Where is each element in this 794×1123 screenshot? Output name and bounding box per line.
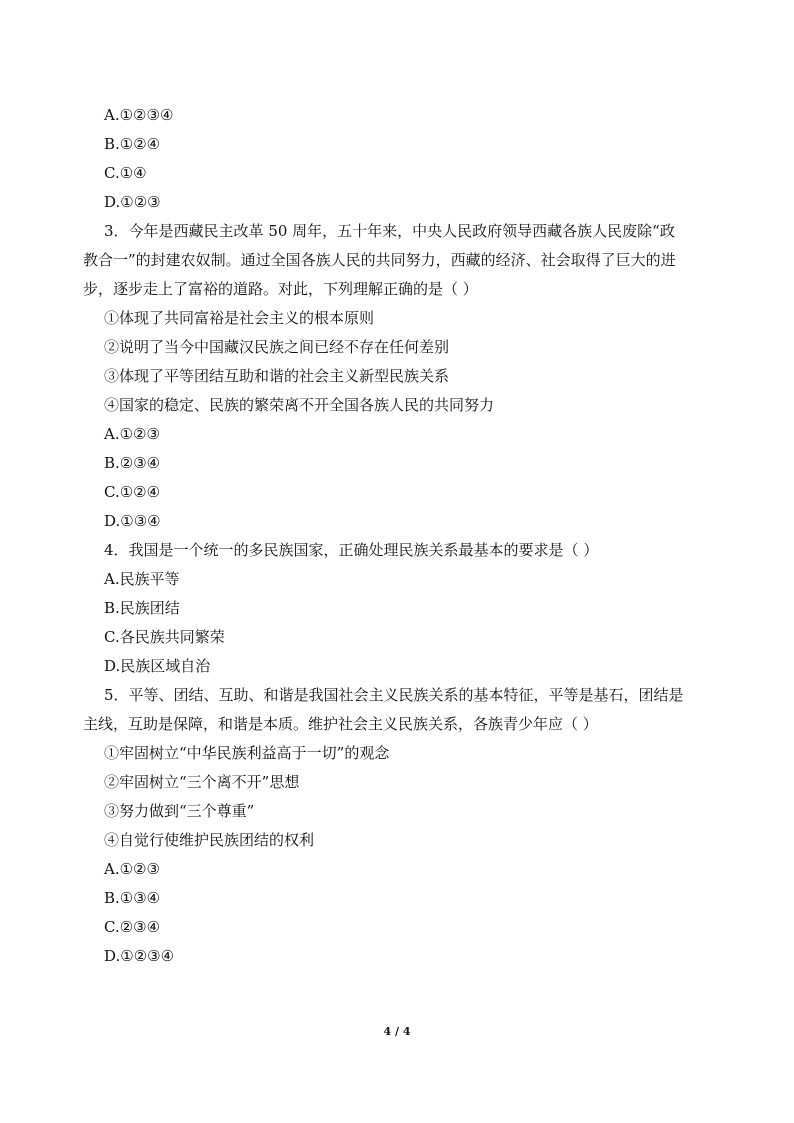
option-a: A.①②③ xyxy=(104,860,160,878)
question-3 xyxy=(83,217,724,536)
statement-3: ③体现了平等团结互助和谐的社会主义新型民族关系 xyxy=(104,367,450,385)
option-a: A.民族平等 xyxy=(104,570,180,588)
page-number: 4 / 4 xyxy=(383,1025,411,1038)
question-4 xyxy=(104,536,724,681)
question-3-stem-line-2: 教合一”的封建农奴制。通过全国各族人民的共同努力，西藏的经济、社会取得了巨大的进 xyxy=(83,251,676,269)
option-b: B.①②④ xyxy=(104,135,161,153)
option-d: D.民族区域自治 xyxy=(104,657,211,675)
option-d: D.①②③ xyxy=(104,193,161,211)
statement-3: ③努力做到“三个尊重” xyxy=(104,802,255,820)
statement-4: ④自觉行使维护民族团结的权利 xyxy=(104,831,315,849)
statement-4: ④国家的稳定、民族的繁荣离不开全国各族人民的共同努力 xyxy=(104,396,495,414)
option-d: D.①③④ xyxy=(104,512,161,530)
statement-1: ①牢固树立“中华民族利益高于一切”的观念 xyxy=(104,744,390,762)
statement-1: ①体现了共同富裕是社会主义的根本原则 xyxy=(104,309,375,327)
option-d: D.①②③④ xyxy=(104,947,175,965)
option-b: B.民族团结 xyxy=(104,599,180,617)
question-2-options xyxy=(104,101,724,217)
option-c: C.①②④ xyxy=(104,483,161,501)
option-b: B.②③④ xyxy=(104,454,161,472)
option-c: C.①④ xyxy=(104,164,147,182)
statement-2: ②说明了当今中国藏汉民族之间已经不存在任何差别 xyxy=(104,338,450,356)
option-c: C.各民族共同繁荣 xyxy=(104,628,225,646)
page-content xyxy=(83,101,724,971)
question-3-stem-line-1: 3．今年是西藏民主改革 50 周年，五十年来，中央人民政府领导西藏各族人民废除“政 xyxy=(104,222,675,240)
option-b: B.①③④ xyxy=(104,889,161,907)
question-5-stem-line-2: 主线，互助是保障，和谐是本质。维护社会主义民族关系，各族青少年应（ ） xyxy=(83,715,598,733)
question-5-stem-line-1: 5．平等、团结、互助、和谐是我国社会主义民族关系的基本特征，平等是基石，团结是 xyxy=(104,686,684,704)
option-a: A.①②③ xyxy=(104,425,160,443)
question-4-stem: 4．我国是一个统一的多民族国家，正确处理民族关系最基本的要求是（ ） xyxy=(104,541,599,559)
question-5 xyxy=(83,681,724,971)
option-a: A.①②③④ xyxy=(104,106,174,124)
option-c: C.②③④ xyxy=(104,918,161,936)
statement-2: ②牢固树立“三个离不开”思想 xyxy=(104,773,300,791)
question-3-stem-line-3: 步，逐步走上了富裕的道路。对此，下列理解正确的是（ ） xyxy=(83,280,478,298)
